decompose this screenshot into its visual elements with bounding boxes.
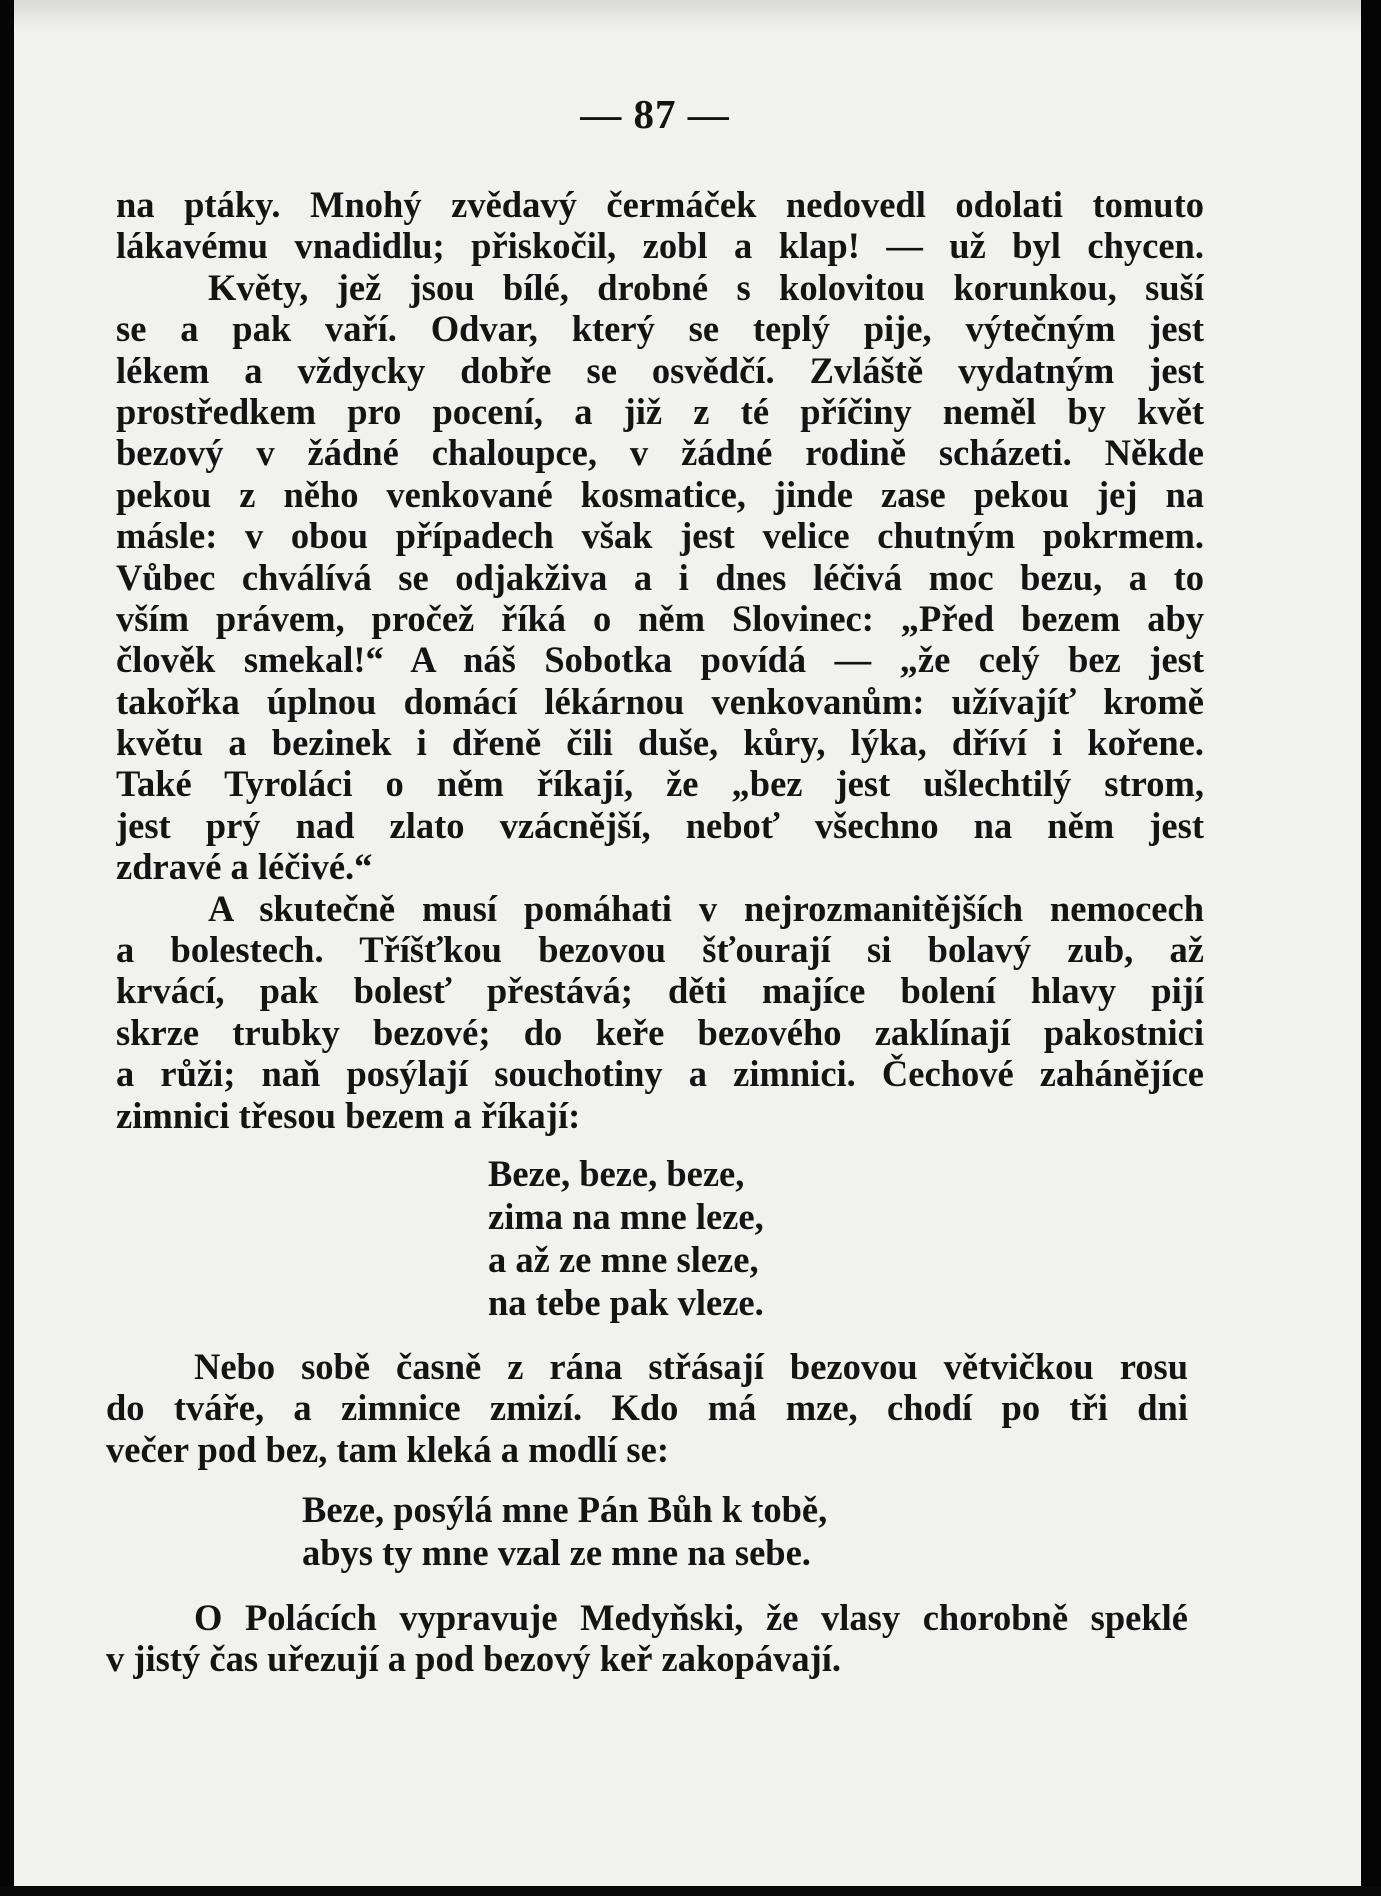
verse-line: a až ze mne sleze, [488,1239,759,1280]
page-number: — 87 — [580,91,730,137]
scan-left-edge [0,0,14,1896]
text-line: A skutečně musí pomáhati v nejrozmanitějších nemocech [208,887,1204,929]
text-line: květu a bezinek i dřeně čili duše, kůry, lýka, dříví i kořene. [116,722,1204,764]
text-line: O Polácích vypravuje Medyňski, že vlasy chorobně speklé [194,1597,1188,1638]
text-line: zimnici třesou bezem a říkají: [116,1094,581,1136]
text-line: v jistý čas uřezují a pod bezový keř zakopávají. [106,1638,842,1680]
text-line: Nebo sobě časně z rána střásají bezovou větvičkou rosu [194,1346,1188,1387]
verse-line: Beze, posýlá mne Pán Bůh k tobě, [302,1489,828,1530]
text-line: másle: v obou případech však jest velice chutným pokrmem. [116,515,1204,557]
text-line: Také Tyroláci o něm říkají, že „bez jest ušlechtilý strom, [116,763,1204,805]
text-line: večer pod bez, tam kleká a modlí se: [106,1428,669,1470]
verse-line: Beze, beze, beze, [488,1153,745,1194]
main-text [116,184,1204,1136]
scan-bottom-edge [0,1886,1381,1896]
text-line: zdravé a léčivé.“ [116,846,373,888]
text-line: do tváře, a zimnice zmizí. Kdo má mze, chodí po tři dni [106,1387,1188,1429]
text-line: lákavému vnadidlu; přiskočil, zobl a klap! — už byl chycen. [116,225,1204,267]
text-line: krvácí, pak bolesť přestává; děti majíce bolení hlavy pijí [116,970,1204,1012]
verse-line: na tebe pak vleze. [488,1282,764,1323]
text-line: vším právem, pročež říká o něm Slovinec: „Před bezem aby [116,597,1204,639]
scan-top-shade [14,0,1361,30]
verse-2 [302,1488,827,1574]
text-line: na ptáky. Mnohý zvědavý čermáček nedovedl odolati tomuto [116,184,1204,225]
paragraph-3 [106,1597,1188,1680]
text-line: pekou z něho venkované kosmatice, jinde zase pekou jej na [116,473,1204,515]
text-line: jest prý nad zlato vzácnější, neboť všechno na něm jest [116,804,1204,846]
text-line: Vůbec chválívá se odjakživa a i dnes léčivá moc bezu, a to [116,556,1204,598]
text-line: lékem a vždycky dobře se osvědčí. Zvláště vydatným jest [116,349,1204,391]
text-line: takořka úplnou domácí lékárnou venkovanům: užívajíť kromě [116,680,1204,722]
text-line: skrze trubky bezové; do keře bezového zaklínají pakostnici [116,1011,1204,1053]
text-line: Květy, jež jsou bílé, drobné s kolovitou korunkou, suší [208,266,1204,308]
text-line: a bolestech. Tříšťkou bezovou šťourají si bolavý zub, až [116,929,1204,971]
text-line: a růži; naň posýlají souchotiny a zimnici. Čechové zahánějíce [116,1053,1204,1095]
scan-right-edge [1361,0,1381,1896]
text-line: člověk smekal!“ A náš Sobotka povídá — „že celý bez jest [116,639,1204,681]
text-line: se a pak vaří. Odvar, který se teplý pije, výtečným jest [116,308,1204,350]
text-line: prostředkem pro pocení, a již z té příčiny neměl by květ [116,390,1204,432]
verse-line: zima na mne leze, [488,1196,764,1237]
verse-line: abys ty mne vzal ze mne na sebe. [302,1532,811,1573]
text-line: bezový v žádné chaloupce, v žádné rodině scházeti. Někde [116,432,1204,474]
paragraph-2 [106,1346,1188,1470]
verse-1 [488,1152,764,1324]
